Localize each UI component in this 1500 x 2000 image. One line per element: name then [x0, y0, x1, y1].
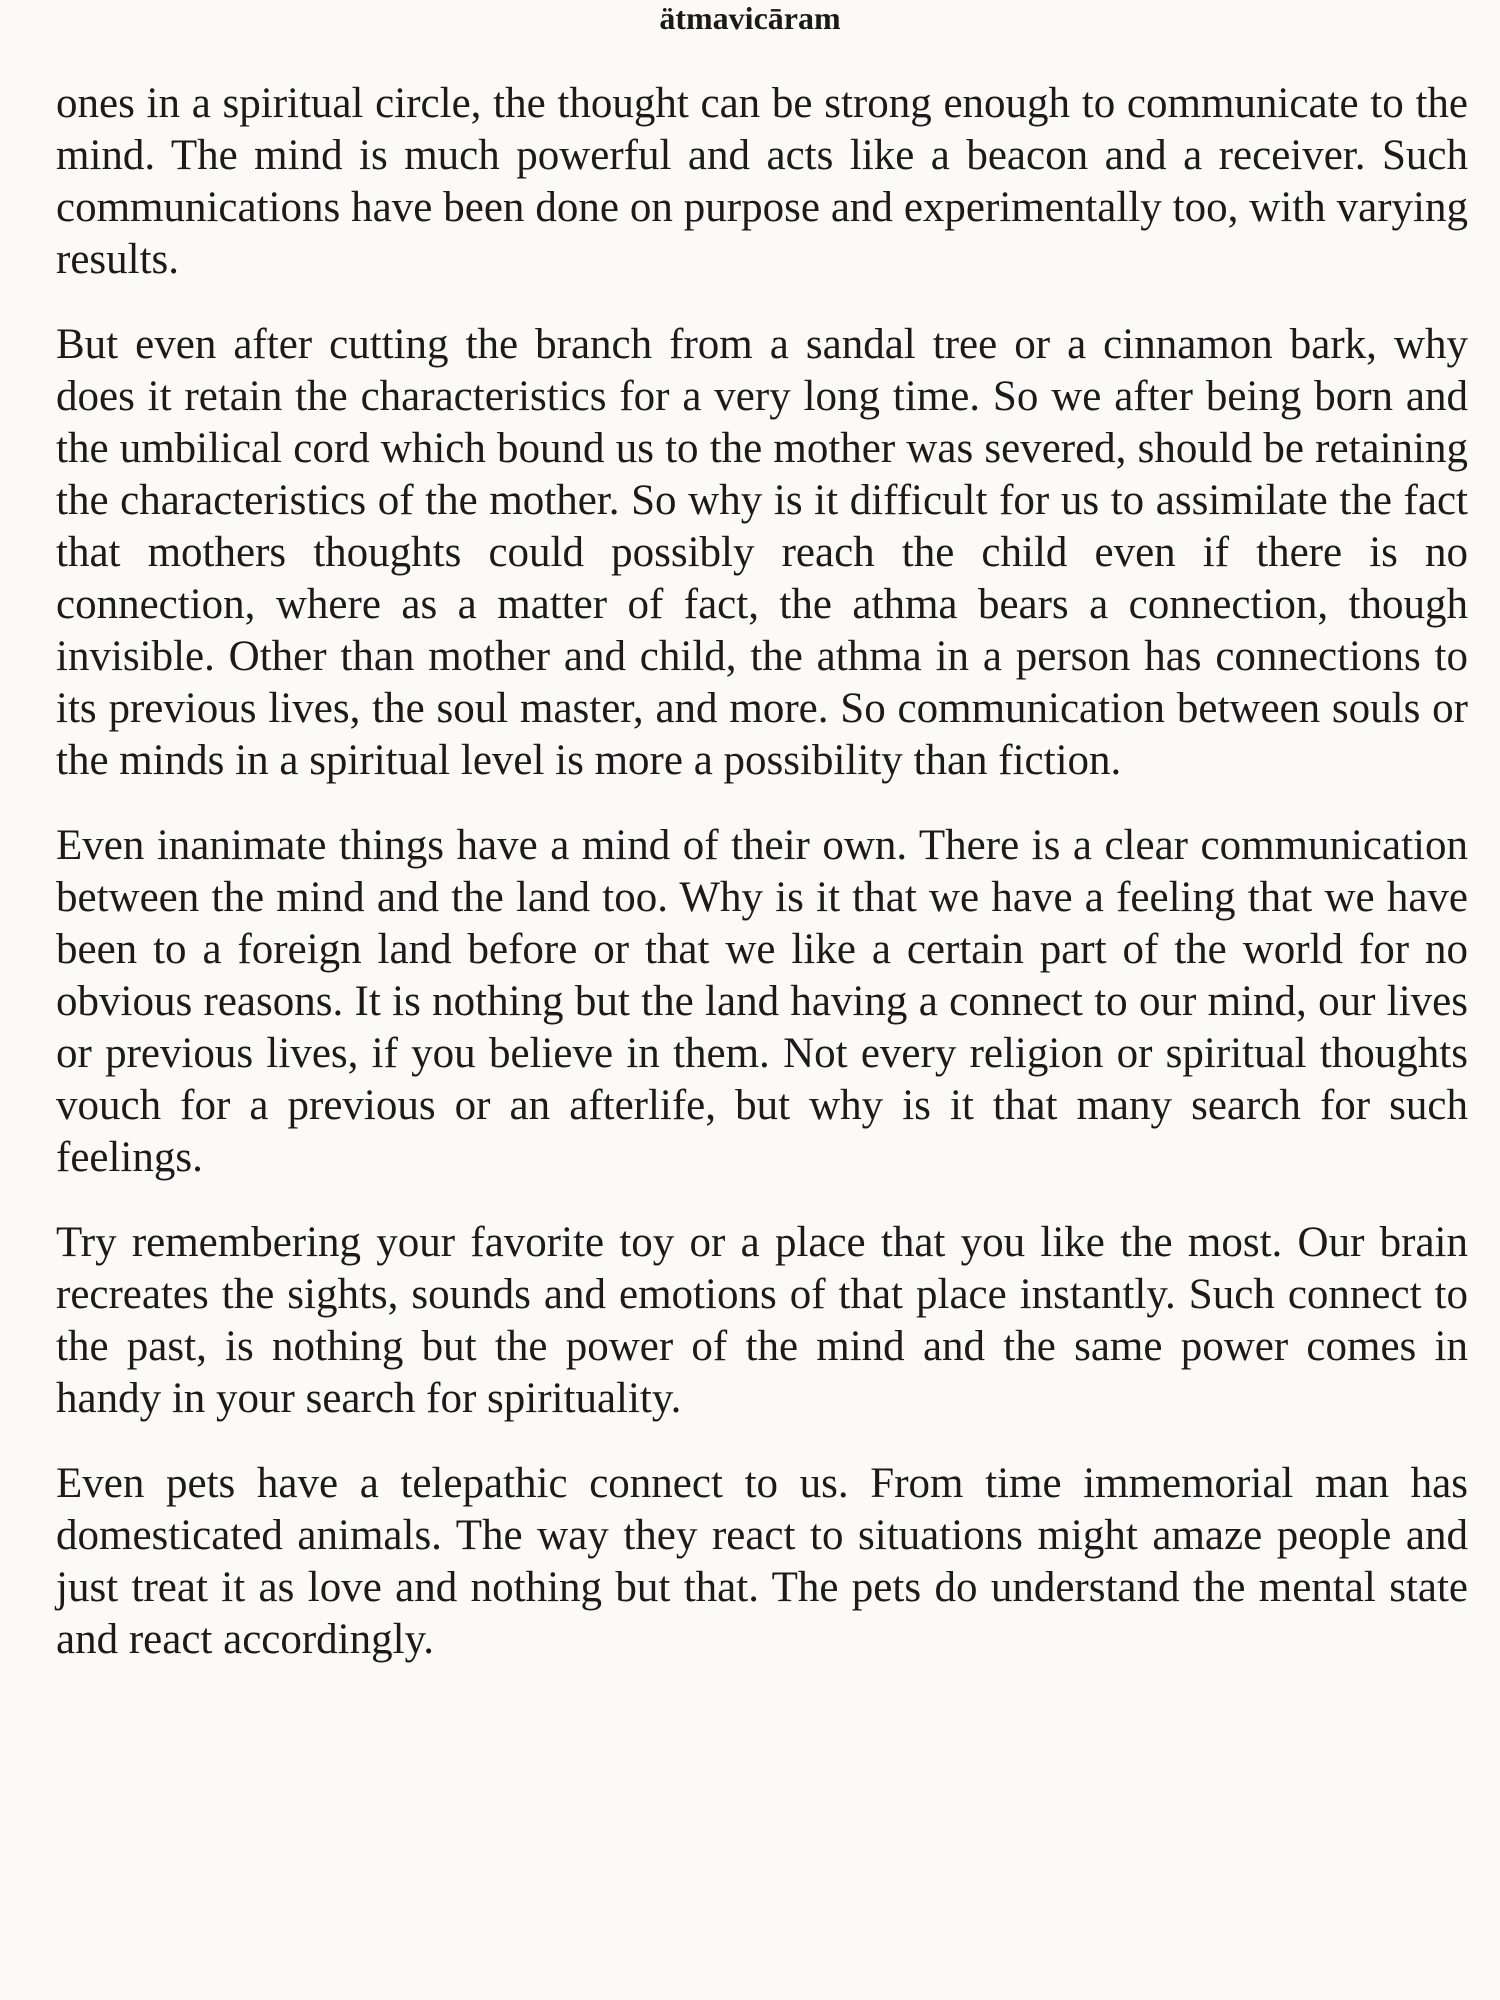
paragraph-4: Try remembering your favorite toy or a place that you like the most. Our brain recreates the sights, sounds and emotions of that place instantly. Such connect to the past, is nothing but the power of the mind and the same power comes in handy in your search for spirituality.: [56, 1219, 1468, 1422]
running-head-title: ätmavicāram: [659, 0, 841, 36]
body-text: [56, 78, 1468, 1699]
paragraph-1: ones in a spiritual circle, the thought can be strong enough to communicate to the mind. The mind is much powerful and acts like a beacon and a receiver. Such communications have been done on purpose and experimentally too, with varying results.: [56, 80, 1468, 283]
paragraph-3: Even inanimate things have a mind of their own. There is a clear communication between the mind and the land too. Why is it that we have a feeling that we have been to a foreign land before or that we like a certain part of the world for no obvious reasons. It is nothing but the land having a connect to our mind, our lives or previous lives, if you believe in them. Not every religion or spiritual thoughts vouch for a previous or an afterlife, but why is it that many search for such feelings.: [56, 822, 1468, 1181]
paragraph-2: But even after cutting the branch from a sandal tree or a cinnamon bark, why does it retain the characteristics for a very long time. So we after being born and the umbilical cord which bound us to the mother was severed, should be retaining the characteristics of the mother. So why is it difficult for us to assimilate the fact that mothers thoughts could possibly reach the child even if there is no connection, where as a matter of fact, the athma bears a connection, though invisible. Other than mother and child, the athma in a person has connections to its previous lives, the soul master, and more. So communication between souls or the minds in a spiritual level is more a possibility than fiction.: [56, 321, 1468, 784]
paragraph-5: Even pets have a telepathic connect to us. From time immemorial man has domesticated animals. The way they react to situations might amaze people and just treat it as love and nothing but that. The pets do understand the mental state and react accordingly.: [56, 1460, 1468, 1663]
